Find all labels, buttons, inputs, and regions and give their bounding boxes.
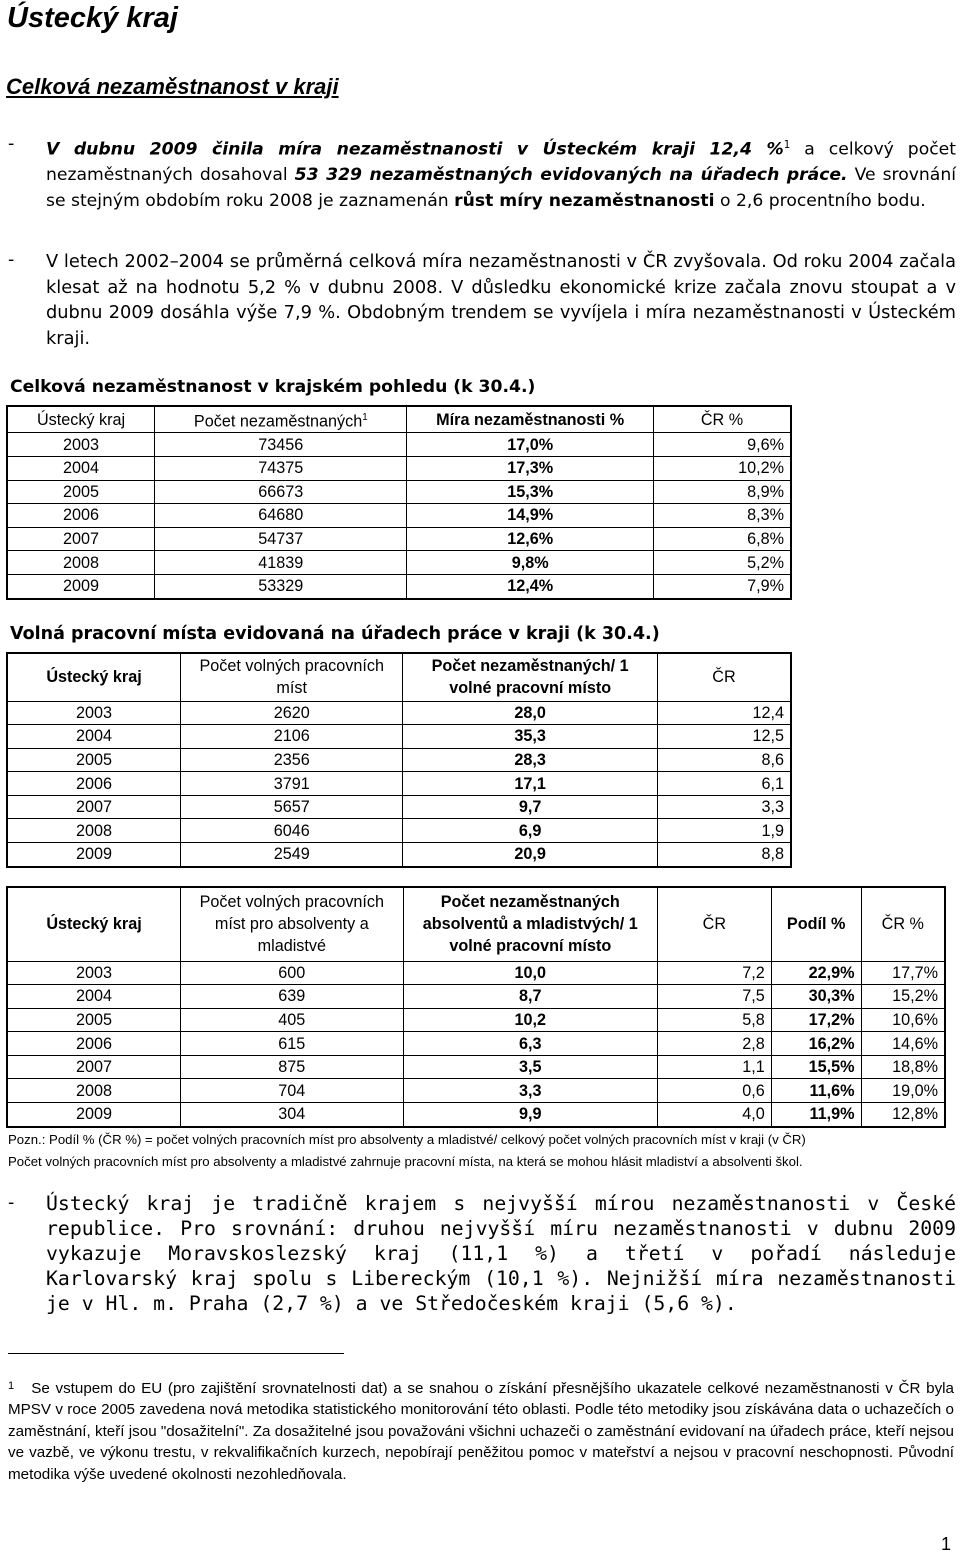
table-row [7, 574, 791, 598]
table-cell: 64680 [155, 504, 407, 528]
header-cr-percent: ČR % [653, 406, 791, 433]
table-row [7, 456, 791, 480]
table-cell: 600 [181, 961, 403, 985]
table1-caption: Celková nezaměstnanost v krajském pohledu (k 30.4.) [10, 377, 536, 397]
table-row [7, 527, 791, 551]
footnote [8, 1378, 954, 1485]
table-cell: 7,9% [653, 574, 791, 598]
table-cell: 1,9 [657, 819, 791, 843]
table-row [7, 748, 791, 772]
unemployment-table [6, 405, 792, 600]
header-unemployed-count: Počet nezaměstnaných$^1$ [155, 406, 407, 433]
table-cell: 5,8 [658, 1008, 772, 1032]
table-cell: 2004 [7, 725, 181, 749]
header-graduate-vacancies: Počet volných pracovních míst pro absolventy a mladistvé [181, 887, 403, 961]
table-cell: 6,8% [653, 527, 791, 551]
table-cell: 5,2% [653, 551, 791, 575]
section-title: Celková nezaměstnanost v kraji [6, 74, 339, 99]
table-cell: 2007 [7, 527, 155, 551]
bullet-dash: - [8, 1193, 15, 1213]
table-cell: 615 [181, 1032, 403, 1056]
table-cell: 2005 [7, 748, 181, 772]
table-cell: 3,5 [403, 1055, 658, 1079]
table-cell: 66673 [155, 480, 407, 504]
table-cell: 2005 [7, 1008, 181, 1032]
table-row [7, 1103, 945, 1127]
table-cell: 6,3 [403, 1032, 658, 1056]
summary-rate-text: V dubnu 2009 činila míra nezaměstnanosti v Ústeckém kraji 12,4 % [46, 139, 784, 160]
table-cell: 17,0% [407, 433, 653, 457]
table-cell: 2003 [7, 433, 155, 457]
header-graduates-per-vacancy: Počet nezaměstnaných absolventů a mladistvých/ 1 volné pracovní místo [403, 887, 658, 961]
table-cell: 639 [181, 985, 403, 1009]
header-region: Ústecký kraj [7, 887, 181, 961]
table-cell: 0,6 [658, 1079, 772, 1103]
table-note-2: Počet volných pracovních míst pro absolventy a mladistvé zahrnuje pracovní místa, na která se mohou hlásit mladiství a absolventi škol. [8, 1154, 803, 1169]
table-cell: 6046 [181, 819, 403, 843]
table-cell: 10,6% [861, 1008, 945, 1032]
table-cell: 2005 [7, 480, 155, 504]
table-cell: 2356 [181, 748, 403, 772]
table-row [7, 843, 791, 867]
table-cell: 3791 [181, 772, 403, 796]
table-cell: 2,8 [658, 1032, 772, 1056]
table-cell: 2003 [7, 961, 181, 985]
table-cell: 11,9% [771, 1103, 861, 1127]
table-cell: 18,8% [861, 1055, 945, 1079]
table-cell: 5657 [181, 795, 403, 819]
summary-text-1: a celkový počet nezaměstnaných dosahoval [46, 139, 956, 186]
table-cell: 9,9 [403, 1103, 658, 1127]
table-row [7, 795, 791, 819]
header-unemployed-per-vacancy: Počet nezaměstnaných/ 1 volné pracovní místo [403, 653, 657, 701]
table-cell: 12,5 [657, 725, 791, 749]
table-cell: 704 [181, 1079, 403, 1103]
table-cell: 1,1 [658, 1055, 772, 1079]
table-cell: 2008 [7, 1079, 181, 1103]
header-cr: ČR [658, 887, 772, 961]
table-row [7, 1032, 945, 1056]
paragraph-comparison: Ústecký kraj je tradičně krajem s nejvyšší mírou nezaměstnanosti v České republice. Pro srovnání: druhou nejvyšší míru nezaměstnanosti v dubnu 2009 vykazuje Moravskoslezský kraj (11,1 %) a třetí v pořadí následuje Karlovarský kraj spolu s Libereckým (10,1 %). Nejnižší míra nezaměstnanosti je v Hl. m. Praha (2,7 %) a ve Středočeském kraji (5,6 %). [46, 1192, 956, 1315]
table-cell: 15,5% [771, 1055, 861, 1079]
paragraph-trend: V letech 2002–2004 se průměrná celková míra nezaměstnanosti v ČR zvyšovala. Od roku 2004 začala klesat až na hodnotu 5,2 % v dubnu 2008. V důsledku ekonomické krize začala znovu stoupat a v dubnu 2009 dosáhla výše 7,9 %. Obdobným trendem se vyvíjela i míra nezaměstnanosti v Ústeckém kraji. [46, 251, 956, 349]
table-note-1: Pozn.: Podíl % (ČR %) = počet volných pracovních míst pro absolventy a mladistvé/ celkový počet volných pracovních míst v kraji (v ČR) [8, 1132, 806, 1147]
table-cell: 14,6% [861, 1032, 945, 1056]
table-cell: 53329 [155, 574, 407, 598]
table-cell: 6,1 [657, 772, 791, 796]
table-cell: 2004 [7, 985, 181, 1009]
table-row [7, 772, 791, 796]
table-cell: 28,3 [403, 748, 657, 772]
summary-growth-text: růst míry nezaměstnanosti [454, 190, 715, 211]
footnote-ref: 1 [783, 139, 791, 151]
summary-count-text: 53 329 nezaměstnaných evidovaných na úřadech práce. [294, 165, 848, 186]
table-cell: 12,8% [861, 1103, 945, 1127]
table-cell: 2008 [7, 819, 181, 843]
table-cell: 11,6% [771, 1079, 861, 1103]
table-cell: 17,3% [407, 456, 653, 480]
bullet-dash: - [8, 134, 15, 154]
table-cell: 2008 [7, 551, 155, 575]
table-row [7, 701, 791, 725]
table-cell: 10,0 [403, 961, 658, 985]
table-cell: 35,3 [403, 725, 657, 749]
table-cell: 12,4% [407, 574, 653, 598]
table-cell: 16,2% [771, 1032, 861, 1056]
table-cell: 8,8 [657, 843, 791, 867]
table-cell: 54737 [155, 527, 407, 551]
table-row [7, 819, 791, 843]
table-cell: 41839 [155, 551, 407, 575]
table-cell: 8,3% [653, 504, 791, 528]
footnote-text: Se vstupem do EU (pro zajištění srovnatelnosti dat) a se snahou o získání přesnějšího ukazatele celkové nezaměstnanosti v ČR byla MPSV v roce 2005 zavedena nová metodika statistického monitorování této oblasti. Podle této metodiky jsou získávána data o uchazečích o zaměstnání, kteří jsou "dosažitelní". Za dosažitelné jsou považováni všichni uchazeči o zaměstnání evidovaní na úřadech práce, kteří nejsou ve vazbě, ve výkonu trestu, v rekvalifikačních kurzech, nepobírají peněžitou pomoc v mateřství a nejsou v pracovní neschopnosti. Původní metodika výše uvedené okolnosti nezohledňovala. [8, 1380, 954, 1483]
table-cell: 15,2% [861, 985, 945, 1009]
table-row [7, 961, 945, 985]
table-cell: 19,0% [861, 1079, 945, 1103]
page-title: Ústecký kraj [7, 2, 178, 34]
footnote-mark: 1 [8, 1380, 15, 1392]
header-unemployment-rate: Míra nezaměstnanosti % [407, 406, 653, 433]
page-number: 1 [940, 1534, 951, 1554]
header-cr: ČR [657, 653, 791, 701]
table-cell: 2106 [181, 725, 403, 749]
table-cell: 7,5 [658, 985, 772, 1009]
table-cell: 9,6% [653, 433, 791, 457]
table-cell: 10,2% [653, 456, 791, 480]
table-row [7, 551, 791, 575]
table-row [7, 725, 791, 749]
table-cell: 2620 [181, 701, 403, 725]
table-cell: 73456 [155, 433, 407, 457]
table-cell: 22,9% [771, 961, 861, 985]
header-region: Ústecký kraj [7, 406, 155, 433]
table-row [7, 504, 791, 528]
graduates-table [6, 886, 946, 1128]
table-cell: 2006 [7, 504, 155, 528]
footnote-separator [8, 1353, 344, 1354]
table-cell: 2007 [7, 795, 181, 819]
table-row [7, 1008, 945, 1032]
table-cell: 17,2% [771, 1008, 861, 1032]
table-cell: 2006 [7, 772, 181, 796]
table-cell: 9,8% [407, 551, 653, 575]
table-cell: 304 [181, 1103, 403, 1127]
table-cell: 3,3 [657, 795, 791, 819]
table-cell: 2549 [181, 843, 403, 867]
table-row [7, 1079, 945, 1103]
table-cell: 15,3% [407, 480, 653, 504]
table-cell: 2007 [7, 1055, 181, 1079]
table-cell: 3,3 [403, 1079, 658, 1103]
vacancies-table [6, 652, 792, 868]
table-cell: 2009 [7, 574, 155, 598]
table-cell: 6,9 [403, 819, 657, 843]
table-row [7, 985, 945, 1009]
table-cell: 9,7 [403, 795, 657, 819]
table-row [7, 1055, 945, 1079]
table-cell: 8,6 [657, 748, 791, 772]
table-cell: 4,0 [658, 1103, 772, 1127]
paragraph-unemployment-summary [46, 133, 956, 214]
table-cell: 12,4 [657, 701, 791, 725]
table-row [7, 480, 791, 504]
table-row [7, 433, 791, 457]
table-cell: 2004 [7, 456, 155, 480]
table-cell: 20,9 [403, 843, 657, 867]
table-cell: 875 [181, 1055, 403, 1079]
summary-text-2: Ve srovnání se stejným obdobím roku 2008 je zaznamenán [46, 165, 957, 211]
table-cell: 2006 [7, 1032, 181, 1056]
table-cell: 8,9% [653, 480, 791, 504]
header-vacancies: Počet volných pracovních míst [181, 653, 403, 701]
table-cell: 14,9% [407, 504, 653, 528]
table-cell: 2009 [7, 1103, 181, 1127]
table-cell: 2003 [7, 701, 181, 725]
header-share: Podíl % [771, 887, 861, 961]
table-cell: 2009 [7, 843, 181, 867]
bullet-dash: - [8, 250, 15, 270]
header-cr-percent: ČR % [861, 887, 945, 961]
table-cell: 28,0 [403, 701, 657, 725]
summary-text-3: o 2,6 procentního bodu. [714, 190, 926, 211]
table-cell: 12,6% [407, 527, 653, 551]
table-cell: 17,1 [403, 772, 657, 796]
table-cell: 30,3% [771, 985, 861, 1009]
table-cell: 7,2 [658, 961, 772, 985]
table-cell: 74375 [155, 456, 407, 480]
table-cell: 10,2 [403, 1008, 658, 1032]
table-cell: 17,7% [861, 961, 945, 985]
table-cell: 405 [181, 1008, 403, 1032]
header-region: Ústecký kraj [7, 653, 181, 701]
table-cell: 8,7 [403, 985, 658, 1009]
table2-caption: Volná pracovní místa evidovaná na úřadech práce v kraji (k 30.4.) [10, 624, 660, 644]
